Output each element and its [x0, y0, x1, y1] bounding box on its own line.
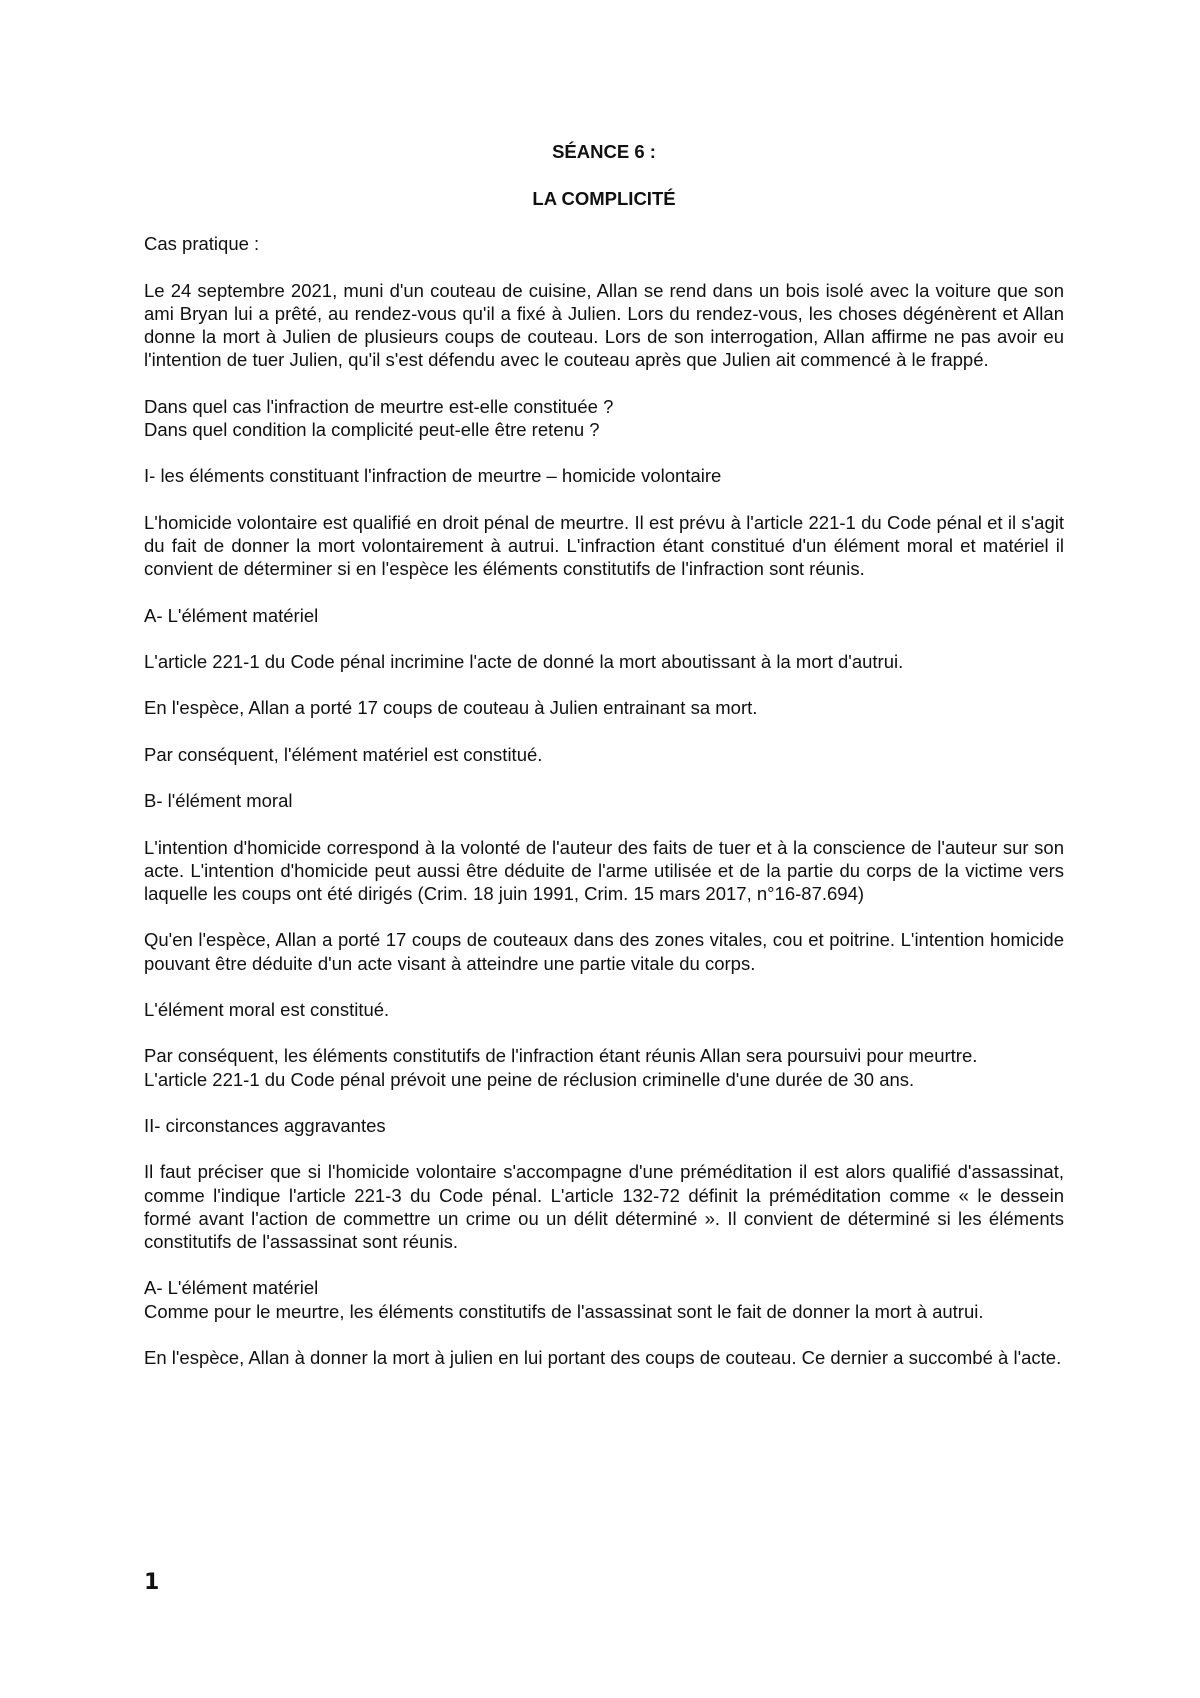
question-2: Dans quel condition la complicité peut-elle être retenu ? — [144, 419, 600, 440]
subsection-heading-b: B- l'élément moral — [144, 790, 293, 812]
subsection-heading-a-2: A- L'élément matériel — [144, 1277, 319, 1299]
page-number: 1 — [144, 1570, 160, 1595]
moral-conclusion-paragraph: L'élément moral est constitué. — [144, 998, 390, 1020]
homicide-definition-paragraph: L'homicide volontaire est qualifié en droit pénal de meurtre. Il est prévu à l'article 221-1 du Code pénal et il s'agit du fait de donner la mort volontairement à autrui. L'infraction étant constitué d'un élément moral et matériel il convient de déterminer si en l'espèce les éléments constitutifs de l'infraction sont réunis. — [144, 511, 1064, 580]
section-heading-1: I- les éléments constituant l'infraction de meurtre – homicide volontaire — [144, 465, 722, 487]
article-paragraph: L'article 221-1 du Code pénal incrimine l'acte de donné la mort aboutissant à la mort d'autrui. — [144, 650, 904, 672]
assassination-application-paragraph: En l'espèce, Allan à donner la mort à julien en lui portant des coups de couteau. Ce dernier a succombé à l'acte. — [144, 1346, 1062, 1368]
document-subtitle: LA COMPLICITÉ — [532, 188, 676, 210]
overall-conclusion-paragraph: Par conséquent, les éléments constitutifs de l'infraction étant réunis Allan sera poursuivi pour meurtre. — [144, 1045, 978, 1067]
section-heading-2: II- circonstances aggravantes — [144, 1114, 386, 1136]
intention-paragraph: L'intention d'homicide correspond à la volonté de l'auteur des faits de tuer et à la conscience de l'auteur sur son acte. L'intention d'homicide peut aussi être déduite de l'arme utilisée et de la partie du corps de la victime vers laquelle les coups ont été dirigés (Crim. 18 juin 1991, Crim. 15 mars 2017, n°16-87.694) — [144, 836, 1064, 904]
assassination-elements-paragraph: Comme pour le meurtre, les éléments constitutifs de l'assassinat sont le fait de donner la mort à autrui. — [144, 1300, 984, 1322]
penalty-paragraph: L'article 221-1 du Code pénal prévoit une peine de réclusion criminelle d'une durée de 30 ans. — [144, 1068, 915, 1090]
case-facts-paragraph: Le 24 septembre 2021, muni d'un couteau de cuisine, Allan se rend dans un bois isolé avec la voiture que son ami Bryan lui a prêté, au rendez-vous qu'il a fixé à Julien. Lors du rendez-vous, les choses dégénèrent et Allan donne la mort à Julien de plusieurs coups de couteau. Lors de son interrogation, Allan affirme ne pas avoir eu l'intention de tuer Julien, qu'il s'est défendu avec le couteau après que Julien ait commencé à le frappé. — [144, 279, 1064, 371]
premeditation-paragraph: Il faut préciser que si l'homicide volontaire s'accompagne d'une préméditation il est alors qualifié d'assassinat, comme l'indique l'article 221-3 du Code pénal. L'article 132-72 définit la préméditation comme « le dessein formé avant l'action de commettre un crime ou un délit déterminé ». Il convient de déterminé si les éléments constitutifs de l'assassinat sont réunis. — [144, 1161, 1064, 1252]
question-1: Dans quel cas l'infraction de meurtre est-elle constituée ? — [144, 395, 614, 417]
document-body — [144, 140, 1064, 1392]
material-conclusion-paragraph: Par conséquent, l'élément matériel est constitué. — [144, 743, 543, 765]
case-heading: Cas pratique : — [144, 233, 260, 255]
intention-application-paragraph: Qu'en l'espèce, Allan a porté 17 coups de couteaux dans des zones vitales, cou et poitrine. L'intention homicide pouvant être déduite d'un acte visant à atteindre une partie vitale du corps. — [144, 929, 1064, 974]
subsection-heading-a: A- L'élément matériel — [144, 604, 319, 626]
facts-application-paragraph: En l'espèce, Allan a porté 17 coups de couteau à Julien entrainant sa mort. — [144, 697, 758, 719]
document-title: SÉANCE 6 : — [552, 141, 656, 162]
